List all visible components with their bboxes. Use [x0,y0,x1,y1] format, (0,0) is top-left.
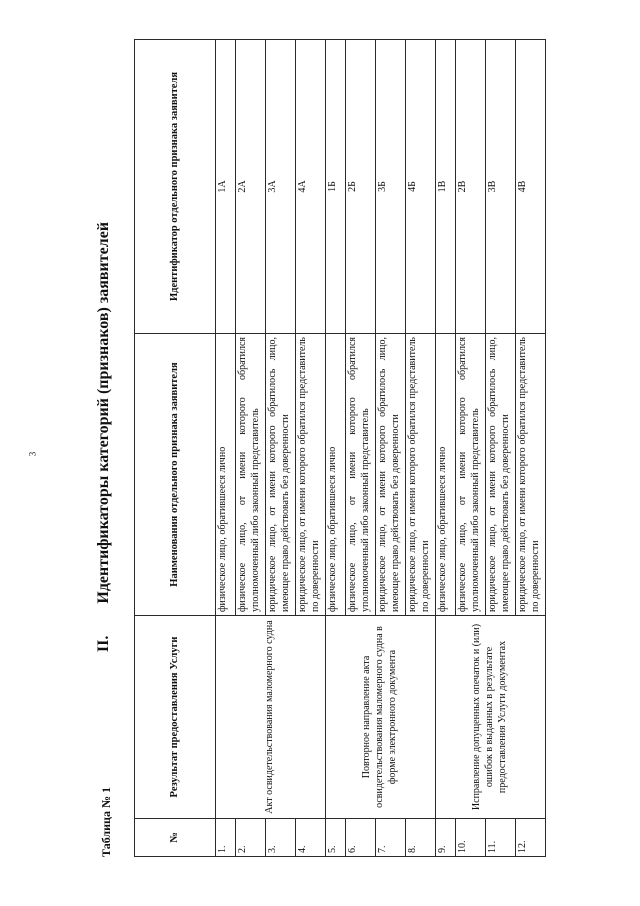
table-row [436,40,456,857]
applicant-feature: юридическое лицо, от имени которого обратился представитель по доверенности [406,334,436,616]
row-number: 11. [486,819,516,857]
header-ident: Идентификатор отдельного признака заявителя [135,40,216,334]
table-label: Таблица № 1 [99,786,113,857]
applicant-identifiers-table [134,39,546,857]
result-cell: Повторное направление акта освидетельствования маломерного судна в форме электронного документа [326,616,436,819]
section-title: Идентификаторы категорий (признаков) заявителей [95,221,112,604]
applicant-feature: физическое лицо, от имени которого обратился уполномоченный либо законный представитель [236,334,266,616]
section-numeral: II. [95,635,112,653]
row-number: 7. [376,819,406,857]
applicant-feature: юридическое лицо, от имени которого обратилось лицо, имеющее право действовать без доверенности [266,334,296,616]
feature-identifier: 1А [216,40,236,334]
applicant-feature: физическое лицо, от имени которого обратился уполномоченный либо законный представитель [456,334,486,616]
row-number: 3. [266,819,296,857]
row-number: 4. [296,819,326,857]
table-row [216,40,236,857]
page-number: 3 [27,451,38,457]
result-cell: Исправление допущенных опечаток и (или) ошибок в выданных в результате предоставления Услуги документах [436,616,546,819]
feature-identifier: 4А [296,40,326,334]
row-number: 9. [436,819,456,857]
feature-identifier: 3В [486,40,516,334]
row-number: 2. [236,819,266,857]
result-cell: Акт освидетельствования маломерного судна [216,616,326,819]
feature-identifier: 3А [266,40,296,334]
feature-identifier: 2Б [346,40,376,334]
row-number: 10. [456,819,486,857]
feature-identifier: 4Б [406,40,436,334]
feature-identifier: 2А [236,40,266,334]
row-number: 1. [216,819,236,857]
row-number: 6. [346,819,376,857]
feature-identifier: 3Б [376,40,406,334]
section-heading [95,17,113,857]
table-header-row [135,40,216,857]
header-num: № [135,819,216,857]
feature-identifier: 1Б [326,40,346,334]
row-number: 8. [406,819,436,857]
feature-identifier: 1В [436,40,456,334]
applicant-feature: юридическое лицо, от имени которого обратилось лицо, имеющее право действовать без доверенности [376,334,406,616]
applicant-feature: физическое лицо, обратившееся лично [216,334,236,616]
applicant-feature: юридическое лицо, от имени которого обратился представитель по доверенности [516,334,546,616]
table-row [326,40,346,857]
header-name: Наименования отдельного признака заявителя [135,334,216,616]
applicant-feature: юридическое лицо, от имени которого обратился представитель по доверенности [296,334,326,616]
applicant-feature: физическое лицо, обратившееся лично [326,334,346,616]
row-number: 5. [326,819,346,857]
feature-identifier: 4В [516,40,546,334]
applicant-feature: физическое лицо, обратившееся лично [436,334,456,616]
header-result: Результат предоставления Услуги [135,616,216,819]
row-number: 12. [516,819,546,857]
feature-identifier: 2В [456,40,486,334]
applicant-feature: юридическое лицо, от имени которого обратилось лицо, имеющее право действовать без доверенности [486,334,516,616]
applicant-feature: физическое лицо, от имени которого обратился уполномоченный либо законный представитель [346,334,376,616]
